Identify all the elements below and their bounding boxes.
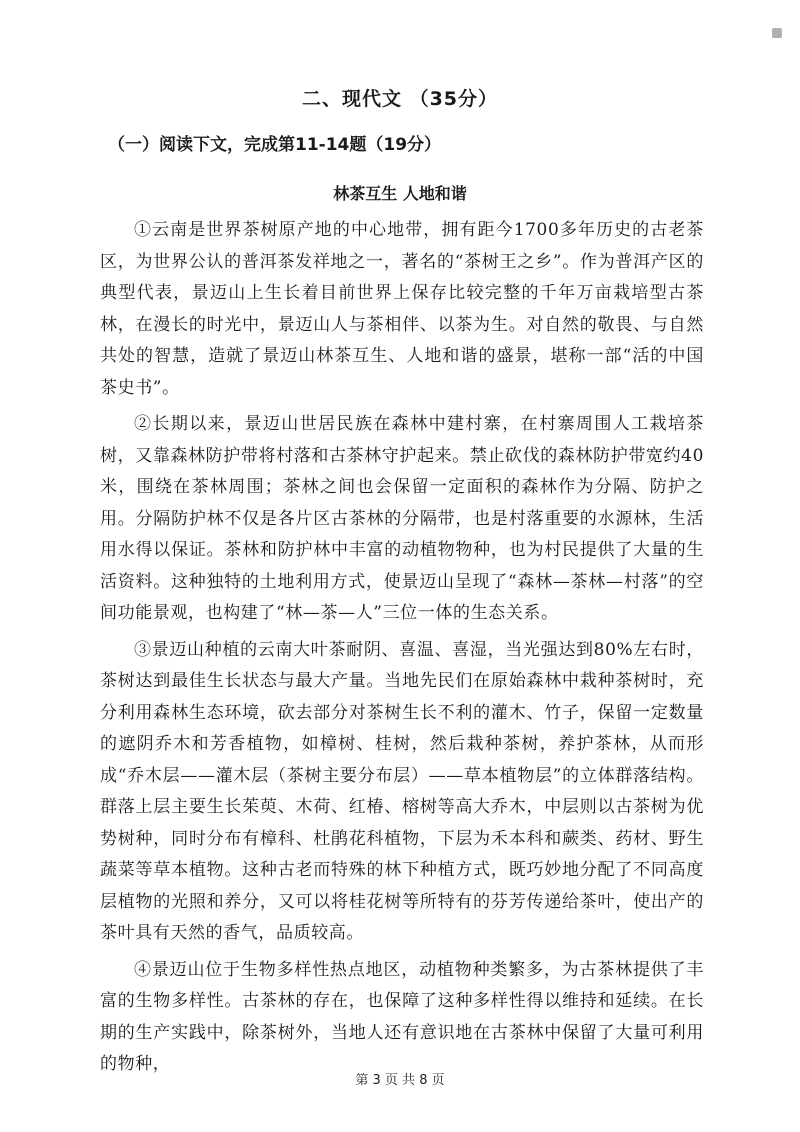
article-body (100, 215, 704, 1086)
paragraph-1: ①云南是世界茶树原产地的中心地带，拥有距今1700多年历史的古老茶区，为世界公认的普洱茶发祥地之一，著名的“茶树王之乡”。作为普洱产区的典型代表，景迈山上生长着目前世界上保存比较完整的千年万亩栽培型古茶林，在漫长的时光中，景迈山人与茶相伴、以茶为生。对自然的敬畏、与自然共处的智慧，造就了景迈山林茶互生、人地和谐的盛景，堪称一部“活的中国茶史书”。 (100, 220, 704, 398)
page-footer: 第 3 页 共 8 页 (355, 1073, 445, 1088)
paragraph-2: ②长期以来，景迈山世居民族在森林中建村寨，在村寨周围人工栽培茶树，又靠森林防护带将村落和古茶林守护起来。禁止砍伐的森林防护带宽约40米，围绕在茶林周围；茶林之间也会保留一定面积的森林作为分隔、防护之用。分隔防护林不仅是各片区古茶林的分隔带，也是村落重要的水源林，生活用水得以保证。茶林和防护林中丰富的动植物物种，也为村民提供了大量的生活资料。这种独特的土地利用方式，使景迈山呈现了“森林—茶林—村落”的空间功能景观，也构建了“林—茶—人”三位一体的生态关系。 (100, 414, 704, 623)
scan-corner-mark (772, 28, 782, 38)
paragraph-4: ④景迈山位于生物多样性热点地区，动植物种类繁多，为古茶林提供了丰富的生物多样性。古茶林的存在，也保障了这种多样性得以维持和延续。在长期的生产实践中，除茶树外，当地人还有意识地在古茶林中保留了大量可利用的物种， (100, 959, 704, 1074)
section-heading: 二、现代文 （35分） (301, 88, 499, 110)
paragraph-3: ③景迈山种植的云南大叶茶耐阴、喜温、喜湿，当光强达到80%左右时，茶树达到最佳生长状态与最大产量。当地先民们在原始森林中栽种茶树时，充分利用森林生态环境，砍去部分对茶树生长不利的灌木、竹子，保留一定数量的遮阴乔木和芳香植物，如樟树、桂树，然后栽种茶树，养护茶林，从而形成“乔木层——灌木层（茶树主要分布层）——草本植物层”的立体群落结构。群落上层主要生长茱萸、木荷、红椿、榕树等高大乔木，中层则以古茶树为优势树种，同时分布有樟科、杜鹃花科植物，下层为禾本科和蕨类、药材、野生蔬菜等草本植物。这种古老而特殊的林下种植方式，既巧妙地分配了不同高度层植物的光照和养分，又可以将桂花树等所特有的芬芳传递给茶叶，使出产的茶叶具有天然的香气，品质较高。 (100, 639, 704, 943)
article-title: 林茶互生 人地和谐 (333, 184, 467, 203)
question-instruction: （一）阅读下文，完成第11-14题（19分） (108, 135, 442, 155)
